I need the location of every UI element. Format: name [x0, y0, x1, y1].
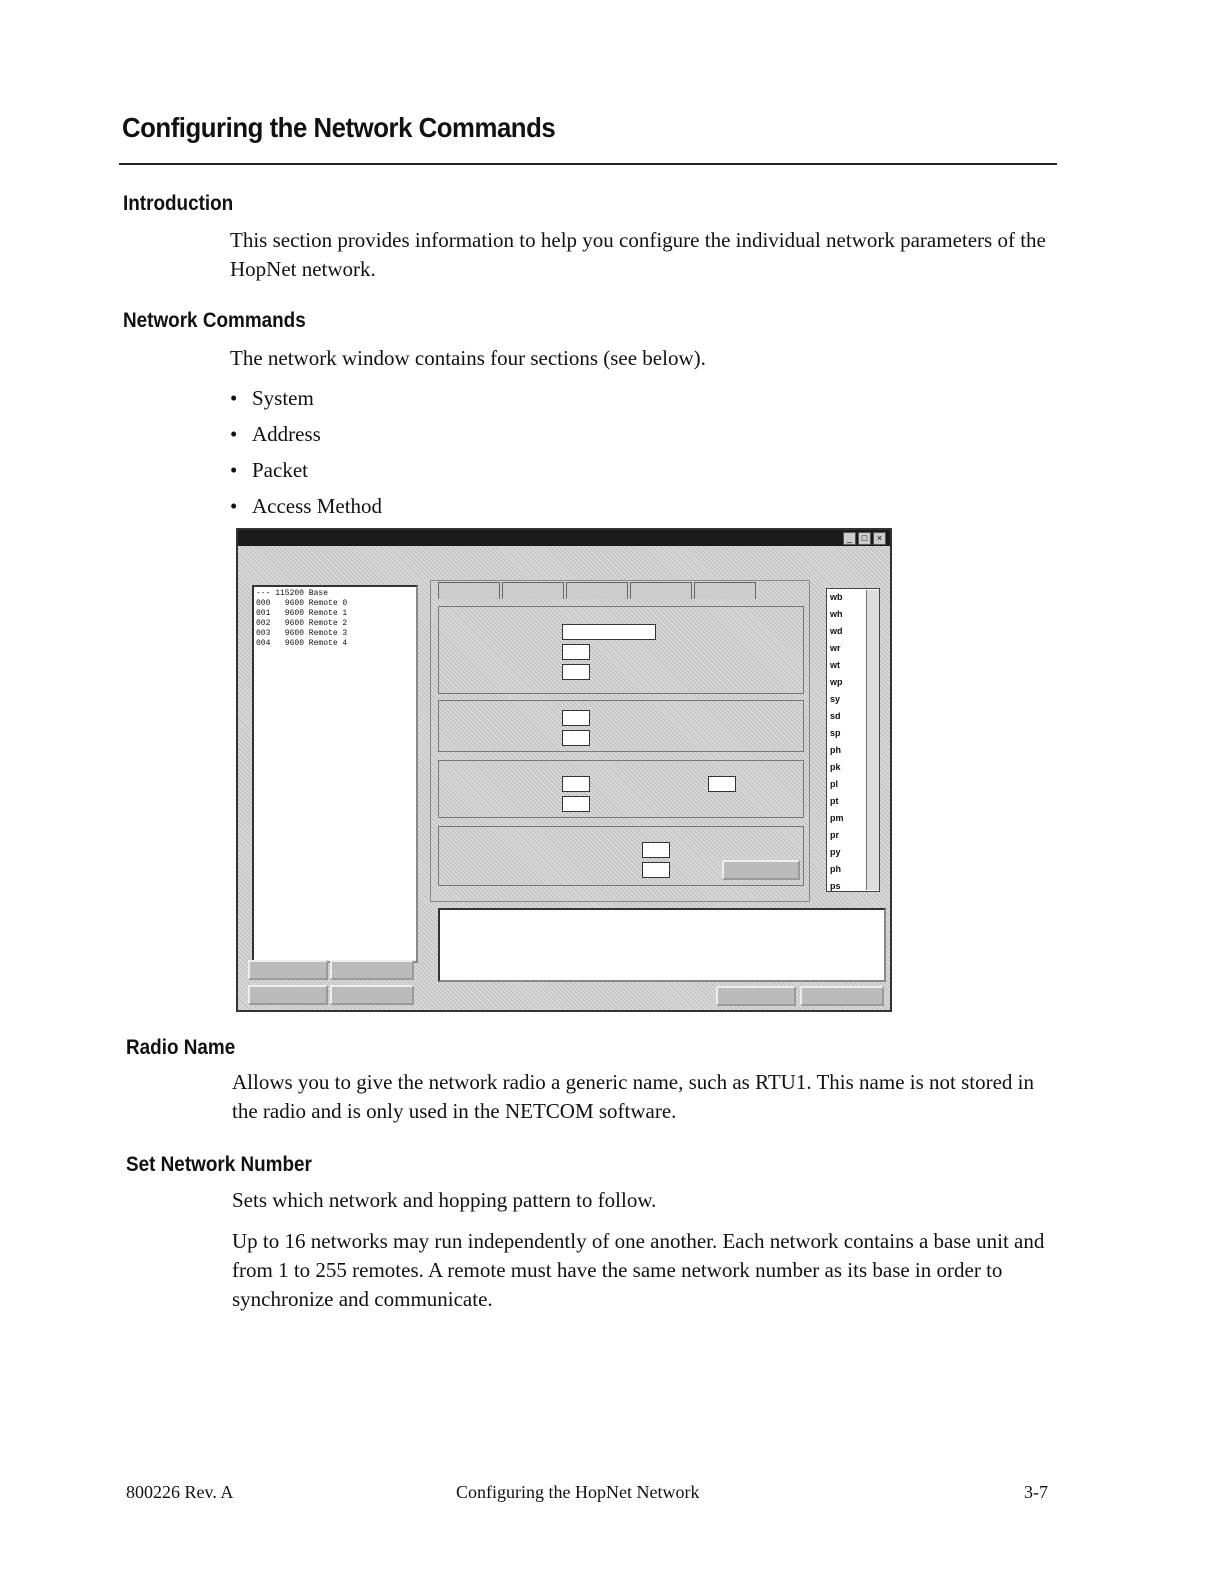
command-list-scrollbar	[866, 590, 879, 890]
list-button	[330, 985, 414, 1005]
list-button	[248, 985, 328, 1005]
list-item: ph	[830, 864, 841, 874]
list-item: ps	[830, 881, 841, 891]
tab	[694, 582, 756, 599]
footer-page-number: 3-7	[1024, 1482, 1048, 1502]
list-item: 000 9600 Remote 0	[256, 599, 348, 608]
maximize-icon: □	[858, 532, 871, 545]
config-tabs	[438, 582, 756, 599]
window-titlebar	[238, 530, 890, 546]
window-menubar	[238, 546, 890, 562]
packet-group	[438, 760, 804, 818]
heading-introduction: Introduction	[123, 192, 234, 215]
hop-pattern-field	[562, 664, 590, 680]
radio-list	[252, 585, 418, 963]
tab	[566, 582, 628, 599]
list-item: pt	[830, 796, 839, 806]
list-item: sd	[830, 711, 841, 721]
minimize-icon: _	[843, 532, 856, 545]
tab	[502, 582, 564, 599]
access-field	[642, 842, 670, 858]
heading-radio-name: Radio Name	[126, 1036, 236, 1059]
footer-doc-number: 800226 Rev. A	[126, 1482, 234, 1502]
footer-chapter-title: Configuring the HopNet Network	[456, 1482, 700, 1502]
list-item: wh	[830, 609, 843, 619]
list-item: 002 9600 Remote 2	[256, 619, 348, 628]
tab	[630, 582, 692, 599]
system-group	[438, 606, 804, 694]
list-item: wr	[830, 643, 841, 653]
page-title: Configuring the Network Commands	[122, 112, 556, 143]
list-item: pk	[830, 762, 841, 772]
section-bullet-list	[230, 380, 382, 524]
packet-field	[562, 796, 590, 812]
radio-name-field	[562, 624, 656, 640]
network-commands-text: The network window contains four sections (see below).	[230, 346, 706, 370]
list-item: 003 9600 Remote 3	[256, 629, 348, 638]
introduction-text: This section provides information to help you configure the individual network parameters of the HopNet network.	[230, 228, 1046, 281]
list-item: • Access Method	[230, 494, 383, 518]
bottom-button	[716, 986, 796, 1006]
list-button	[330, 960, 414, 980]
list-item: py	[830, 847, 841, 857]
config-button	[722, 860, 800, 880]
set-network-number-text-2: Up to 16 networks may run independently of one another. Each network contains a base unit and from 1 to 255 remotes. A remote must have the same network number as its base in order to synchronize and communicate.	[232, 1229, 1045, 1311]
list-item: 004 9600 Remote 4	[256, 639, 348, 648]
list-item: --- 115200 Base	[256, 589, 329, 598]
address-field	[562, 710, 590, 726]
network-number-field	[562, 644, 590, 660]
bottom-button	[800, 986, 884, 1006]
list-item: • System	[230, 386, 314, 410]
list-item: wt	[830, 660, 840, 670]
close-icon: ×	[873, 532, 886, 545]
heading-set-network-number: Set Network Number	[126, 1153, 312, 1176]
packet-field	[708, 776, 736, 792]
list-item: • Address	[230, 422, 321, 446]
list-item: sy	[830, 694, 841, 704]
access-field	[642, 862, 670, 878]
list-item: • Packet	[230, 458, 308, 482]
list-item: 001 9600 Remote 1	[256, 609, 348, 618]
message-box	[438, 908, 886, 982]
list-item: wd	[830, 626, 843, 636]
list-item: ph	[830, 745, 841, 755]
heading-network-commands: Network Commands	[123, 309, 306, 332]
title-rule	[119, 163, 1057, 165]
list-button	[248, 960, 328, 980]
radio-name-text: Allows you to give the network radio a generic name, such as RTU1. This name is not stored in the radio and is only used in the NETCOM software.	[232, 1070, 1035, 1123]
list-item: pr	[830, 830, 839, 840]
address-group	[438, 700, 804, 752]
list-item: wp	[830, 677, 843, 687]
tab	[438, 582, 500, 599]
packet-field	[562, 776, 590, 792]
list-item: wb	[830, 592, 843, 602]
list-item: pl	[830, 779, 838, 789]
list-item: sp	[830, 728, 841, 738]
list-item: pm	[830, 813, 844, 823]
network-window-screenshot	[236, 528, 892, 1012]
set-network-number-text-1: Sets which network and hopping pattern to follow.	[232, 1188, 657, 1212]
destination-field	[562, 730, 590, 746]
